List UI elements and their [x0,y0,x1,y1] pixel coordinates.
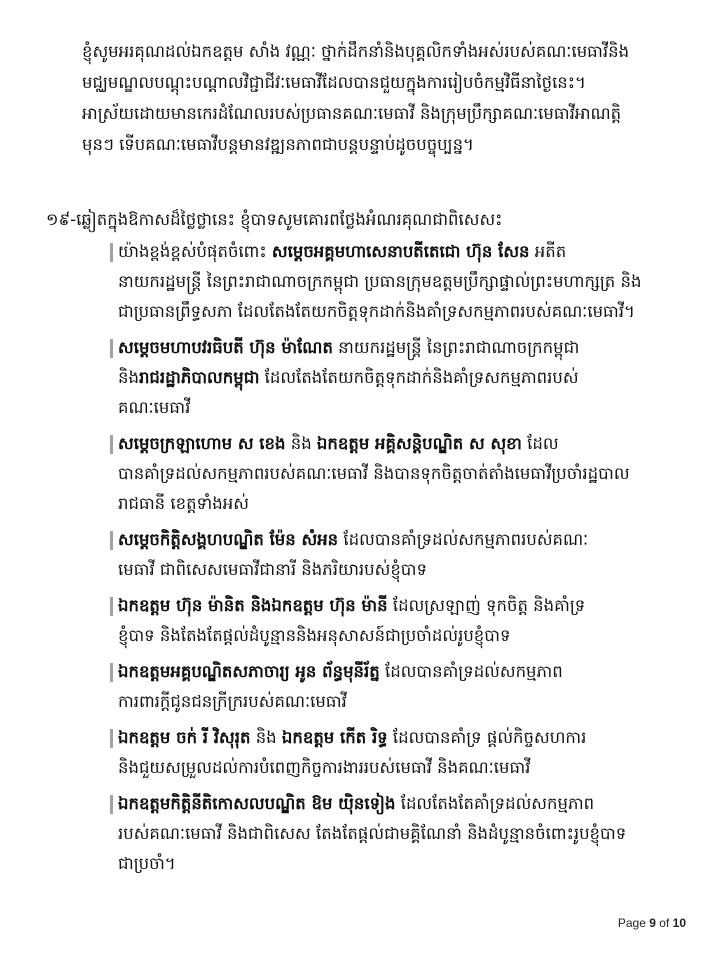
item-text: មេធាវី ជាពិសេសមេធាវីជានារី និងភរិយារបស់ខ្ញុំបាទ [118,560,427,579]
item-text: ជាប្រធានព្រឹទ្ធសភា ដែលតែងតែយកចិត្តទុកដាក់និងគាំទ្រសកម្មភាពរបស់គណៈមេធាវី។ [118,302,635,321]
item-honoree: ឯកឧត្តមកិត្តិនីតិកោសលបណ្ឌិត ឱម យ៉ិនទៀង [118,794,396,813]
bullet-marker [110,339,113,358]
list-item [118,237,690,327]
item-text: ការពារក្តីជូនជនក្រីក្ររបស់គណៈមេធាវី [118,692,347,711]
bullet-marker [110,243,113,262]
intro-line: មុនៗ ទើបគណៈមេធាវីបន្តមានវឌ្ឍនភាពជាបន្តបន្ទាប់ដូចបច្ចុប្បន្ន។ [82,135,474,154]
item-text: និងជួយសម្រួលដល់ការបំពេញកិច្ចការងាររបស់មេធាវី និងគណៈមេធាវី [118,758,531,777]
item-honoree: ឯកឧត្តម កើត រិទ្ធ [281,728,388,747]
item-honoree: ឯកឧត្តមអគ្គបណ្ឌិតសភាចារ្យ អូន ព័ន្ធមុនីរ័ត្ន [118,662,380,681]
acknowledgement-list [118,237,690,885]
list-item [118,333,690,423]
item-text: ដែល [527,434,559,453]
item-text: ដែលស្រឡាញ់ ទុកចិត្ត និងគាំទ្រ [392,596,586,615]
intro-line: ខ្ញុំសូមអរគុណដល់ឯកឧត្តម សាំង វណ្ណៈ ថ្នាក់ដឹកនាំនិងបុគ្គលិកទាំងអស់របស់គណៈមេធាវីនិង [82,42,630,61]
item-honoree: សម្តេចអគ្គមហាសេនាបតីតេជោ ហ៊ុន សែន [271,242,530,261]
item-honoree: ឯកឧត្តម ហ៊ុន ម៉ានិត និងឯកឧត្តម ហ៊ុន ម៉ានី [118,596,388,615]
item-text: របស់គណៈមេធាវី និងជាពិសេស តែងតែផ្តល់ជាមគ្គិណែនាំ និងដំបូន្មានចំពោះរូបខ្ញុំបាទ [118,824,627,843]
list-item [118,591,690,651]
item-text: យ៉ាងខ្ពង់ខ្ពស់បំផុតចំពោះ [118,242,267,261]
item-text: រាជធានី ខេត្តទាំងអស់ [118,494,249,513]
intro-paragraph [82,36,688,160]
bullet-marker [110,729,113,748]
item-text: និង [255,728,277,747]
item-text: ដែលតែងតែគាំទ្រដល់សកម្មភាព [400,794,595,813]
item-text: ដែលតែងតែយកចិត្តទុកដាក់និងគាំទ្រសកម្មភាពរបស់ [264,368,579,387]
list-item [118,657,690,717]
intro-line: មជ្ឈមណ្ឌលបណ្តុះបណ្តាលវិជ្ជាជីវៈមេធាវីដែលបានជួយក្នុងការរៀបចំកម្មវិធីនាថ្ងៃនេះ។ [82,73,586,92]
page-of-label: of [659,916,670,930]
item-text: នាយករដ្ឋមន្រ្តី នៃព្រះរាជាណាចក្រកម្ពុជា [338,338,580,357]
item-text: ខ្ញុំបាទ និងតែងតែផ្តល់ដំបូន្មាននិងអនុសាសន៍ជាប្រចាំដល់រូបខ្ញុំបាទ [118,626,511,645]
list-item [118,723,690,783]
item-honoree: រាជរដ្ឋាភិបាលកម្ពុជា [138,368,260,387]
list-item [118,789,690,879]
page-label: Page [617,916,646,930]
page-current: 9 [649,916,656,930]
item-text: និង [290,434,312,453]
item-text: នាយករដ្ឋមន្រ្តី នៃព្រះរាជាណាចក្រកម្ពុជា ប្រធានក្រុមឧត្តមប្រឹក្សាផ្ទាល់ព្រះមហាក្សត្រ និង [118,272,642,291]
page-number [618,916,686,930]
list-item [118,429,690,519]
intro-line: អាស្រ័យដោយមានកេរដំណែលរបស់ប្រធានគណៈមេធាវី និងក្រុមប្រឹក្សាគណៈមេធាវីអាណត្តិ [82,104,622,123]
bullet-marker [110,597,113,616]
item-text: ដែលបានគាំទ្រដល់សកម្មភាពរបស់គណៈ [343,530,589,549]
item-honoree: ឯកឧត្តម ចក់ រី វិសុរុត [118,728,251,747]
item-text: គណៈមេធាវី [118,398,191,417]
item-text: បានគាំទ្រដល់សកម្មភាពរបស់គណៈមេធាវី និងបានទុកចិត្តចាត់តាំងមេធាវីប្រចាំរដ្ឋបាល [118,464,630,483]
item-honoree: សម្តេចមហាបវរធិបតី ហ៊ុន ម៉ាណែត [118,338,333,357]
item-text: ដែលបានគាំទ្រដល់សកម្មភាព [384,662,563,681]
page-total: 10 [672,916,686,930]
item-honoree: សម្តេចកិត្តិសង្គហបណ្ឌិត ម៉ែន សំអន [118,530,339,549]
item-text: ដែលបានគាំទ្រ ផ្តល់កិច្ចសហការ [392,728,587,747]
item-text: ជាប្រចាំ។ [118,854,176,873]
item-honoree: ឯកឧត្តម អគ្គិសន្តិបណ្ឌិត ស សុខា [316,434,522,453]
section-heading: ១៩-ឆ្លៀតក្នុងឱកាសដ៏ថ្លៃថ្លានេះ ខ្ញុំបាទសូមគោរពថ្លែងអំណរគុណជាពិសេសះ [46,210,503,229]
item-text: អតីត [534,242,567,261]
item-honoree: សម្តេចក្រឡាហោម ស ខេង [118,434,286,453]
item-text: និង [118,368,139,387]
bullet-marker [110,531,113,550]
bullet-marker [110,663,113,682]
bullet-marker [110,795,113,814]
bullet-marker [110,435,113,454]
list-item [118,525,690,585]
